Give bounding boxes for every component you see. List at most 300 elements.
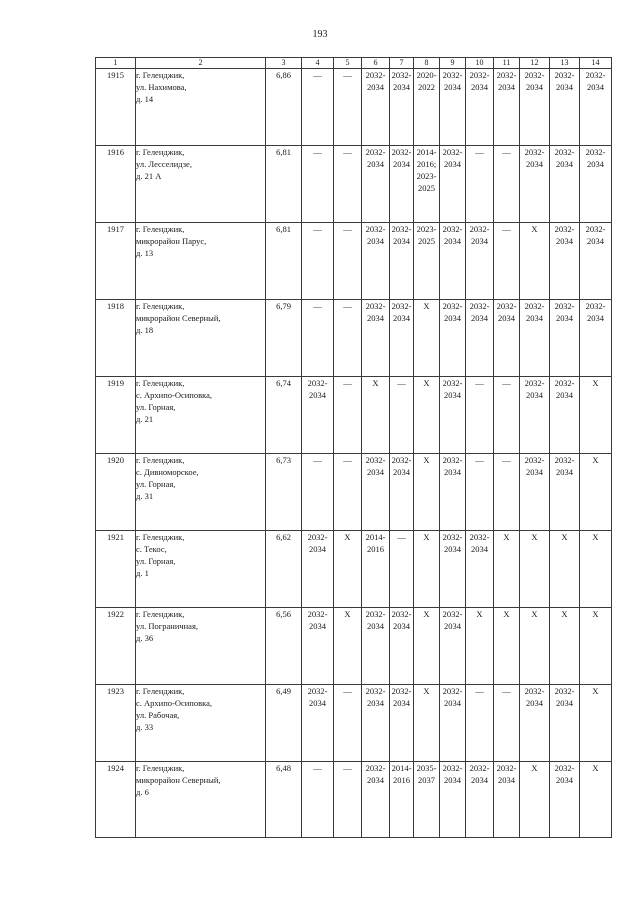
- period-cell: [550, 69, 580, 146]
- address-line: с. Дивноморское,: [136, 467, 199, 477]
- period-line: 2034: [444, 236, 461, 246]
- period-cell: [302, 69, 334, 146]
- period-line: X: [592, 763, 599, 773]
- period-cell: [414, 69, 440, 146]
- period-cell: [494, 69, 520, 146]
- column-header: 7: [390, 58, 414, 69]
- period-line: 2032-: [365, 301, 386, 311]
- address-cell: [136, 223, 266, 300]
- address-line: ул. Горная,: [136, 556, 176, 566]
- period-line: X: [531, 609, 538, 619]
- period-cell: [302, 146, 334, 223]
- period-cell: [334, 69, 362, 146]
- period-cell: [362, 531, 390, 608]
- period-cell: [580, 146, 612, 223]
- period-cell: [580, 377, 612, 454]
- period-line: 2032-: [554, 70, 575, 80]
- period-cell: [362, 377, 390, 454]
- period-cell: [580, 608, 612, 685]
- period-line: 2032-: [391, 455, 412, 465]
- period-cell: [550, 531, 580, 608]
- area-value: 6,81: [266, 146, 302, 223]
- period-cell: [362, 146, 390, 223]
- period-line: 2032-: [442, 70, 463, 80]
- period-cell: [494, 531, 520, 608]
- period-line: 2034: [587, 236, 604, 246]
- period-line: X: [561, 609, 568, 619]
- address-line: ул. Пограничная,: [136, 621, 198, 631]
- period-cell: [520, 300, 550, 377]
- period-line: 2034: [393, 698, 410, 708]
- period-cell: [520, 531, 550, 608]
- period-line: 2032-: [442, 224, 463, 234]
- period-line: 2032-: [391, 147, 412, 157]
- period-line: X: [503, 609, 510, 619]
- period-line: —: [343, 301, 352, 311]
- period-cell: [466, 531, 494, 608]
- period-line: 2034: [393, 467, 410, 477]
- period-line: 2032-: [469, 532, 490, 542]
- period-cell: [580, 454, 612, 531]
- address-line: д. 33: [136, 722, 154, 732]
- period-line: 2023-: [416, 224, 437, 234]
- period-cell: [580, 223, 612, 300]
- period-line: 2034: [367, 621, 384, 631]
- address-line: микрорайон Северный,: [136, 313, 221, 323]
- period-line: —: [502, 378, 511, 388]
- period-line: 2034: [471, 82, 488, 92]
- period-cell: [362, 454, 390, 531]
- period-cell: [390, 685, 414, 762]
- address-line: д. 18: [136, 325, 154, 335]
- period-line: 2034: [393, 236, 410, 246]
- period-line: X: [423, 532, 430, 542]
- period-line: 2014-: [365, 532, 386, 542]
- period-line: 2034: [587, 313, 604, 323]
- period-cell: [302, 685, 334, 762]
- period-cell: [550, 608, 580, 685]
- page-number: 193: [312, 29, 328, 40]
- period-cell: [334, 146, 362, 223]
- period-cell: [302, 608, 334, 685]
- period-line: 2032-: [524, 70, 545, 80]
- period-line: 2034: [367, 236, 384, 246]
- address-line: ул. Рабочая,: [136, 710, 180, 720]
- period-line: 2034: [367, 159, 384, 169]
- period-line: —: [313, 763, 322, 773]
- area-value: 6,74: [266, 377, 302, 454]
- area-value: 6,86: [266, 69, 302, 146]
- header-row: [96, 58, 612, 69]
- period-line: 2025: [418, 183, 435, 193]
- period-line: 2016;: [416, 159, 437, 169]
- period-cell: [334, 377, 362, 454]
- address-cell: [136, 300, 266, 377]
- period-line: X: [592, 686, 599, 696]
- period-line: 2032-: [391, 609, 412, 619]
- period-line: 2032-: [524, 301, 545, 311]
- address-cell: [136, 685, 266, 762]
- period-line: 2032-: [554, 301, 575, 311]
- row-number: 1924: [96, 762, 136, 838]
- period-line: 2034: [309, 390, 326, 400]
- period-line: 2034: [526, 313, 543, 323]
- period-cell: [302, 454, 334, 531]
- period-cell: [334, 608, 362, 685]
- period-line: 2032-: [442, 609, 463, 619]
- period-line: 2035-: [416, 763, 437, 773]
- period-line: 2032-: [554, 224, 575, 234]
- period-line: X: [423, 686, 430, 696]
- address-line: г. Геленджик,: [136, 301, 185, 311]
- column-header: 9: [440, 58, 466, 69]
- column-header: 3: [266, 58, 302, 69]
- period-line: —: [502, 147, 511, 157]
- period-cell: [494, 685, 520, 762]
- area-value: 6,81: [266, 223, 302, 300]
- period-line: 2032-: [442, 763, 463, 773]
- period-line: —: [397, 532, 406, 542]
- period-line: 2032-: [365, 763, 386, 773]
- period-cell: [466, 454, 494, 531]
- period-cell: [440, 300, 466, 377]
- period-line: 2032-: [496, 70, 517, 80]
- period-line: X: [592, 378, 599, 388]
- column-header: 1: [96, 58, 136, 69]
- period-line: X: [423, 301, 430, 311]
- address-line: с. Текос,: [136, 544, 167, 554]
- period-line: —: [343, 763, 352, 773]
- address-line: с. Архипо-Осиповка,: [136, 698, 213, 708]
- address-line: г. Геленджик,: [136, 147, 185, 157]
- address-line: ул. Горная,: [136, 479, 176, 489]
- period-cell: [466, 223, 494, 300]
- period-cell: [466, 685, 494, 762]
- period-line: 2032-: [391, 686, 412, 696]
- period-cell: [520, 146, 550, 223]
- period-cell: [414, 300, 440, 377]
- period-line: 2034: [309, 544, 326, 554]
- address-cell: [136, 762, 266, 838]
- address-cell: [136, 377, 266, 454]
- period-line: 2034: [444, 621, 461, 631]
- column-header: 12: [520, 58, 550, 69]
- address-line: д. 1: [136, 568, 149, 578]
- period-cell: [494, 762, 520, 838]
- period-line: —: [343, 455, 352, 465]
- table-row: [96, 685, 612, 762]
- period-line: 2034: [367, 82, 384, 92]
- period-cell: [580, 69, 612, 146]
- period-cell: [494, 377, 520, 454]
- address-line: г. Геленджик,: [136, 686, 185, 696]
- period-line: 2025: [418, 236, 435, 246]
- period-cell: [494, 300, 520, 377]
- period-cell: [334, 300, 362, 377]
- period-line: 2032-: [442, 301, 463, 311]
- period-line: —: [313, 301, 322, 311]
- period-line: 2034: [498, 775, 515, 785]
- period-cell: [414, 531, 440, 608]
- period-cell: [520, 608, 550, 685]
- period-cell: [414, 454, 440, 531]
- period-line: 2032-: [554, 147, 575, 157]
- table-row: [96, 454, 612, 531]
- period-line: 2032-: [442, 532, 463, 542]
- period-line: 2034: [444, 313, 461, 323]
- period-cell: [362, 223, 390, 300]
- period-line: 2034: [471, 775, 488, 785]
- period-line: 2034: [367, 698, 384, 708]
- address-line: д. 13: [136, 248, 154, 258]
- period-line: 2032-: [307, 532, 328, 542]
- period-line: X: [592, 532, 599, 542]
- period-cell: [550, 377, 580, 454]
- period-line: X: [503, 532, 510, 542]
- address-cell: [136, 69, 266, 146]
- column-header: 2: [136, 58, 266, 69]
- period-line: 2034: [393, 82, 410, 92]
- address-line: г. Геленджик,: [136, 763, 185, 773]
- period-line: 2032-: [524, 686, 545, 696]
- period-line: 2014-: [416, 147, 437, 157]
- period-cell: [390, 608, 414, 685]
- period-line: 2032-: [365, 686, 386, 696]
- period-cell: [302, 762, 334, 838]
- column-header: 13: [550, 58, 580, 69]
- address-line: ул. Горная,: [136, 402, 176, 412]
- area-value: 6,48: [266, 762, 302, 838]
- period-cell: [550, 146, 580, 223]
- period-cell: [414, 685, 440, 762]
- period-line: 2032-: [365, 70, 386, 80]
- address-cell: [136, 608, 266, 685]
- period-line: 2034: [587, 82, 604, 92]
- period-line: 2032-: [524, 455, 545, 465]
- period-line: X: [423, 455, 430, 465]
- period-cell: [494, 454, 520, 531]
- period-cell: [362, 685, 390, 762]
- address-line: д. 36: [136, 633, 154, 643]
- row-number: 1922: [96, 608, 136, 685]
- period-line: —: [502, 686, 511, 696]
- period-line: 2034: [444, 544, 461, 554]
- period-cell: [494, 223, 520, 300]
- period-line: 2034: [556, 775, 573, 785]
- period-cell: [302, 223, 334, 300]
- table-body: [96, 69, 612, 838]
- period-line: 2032-: [391, 301, 412, 311]
- period-line: 2034: [526, 159, 543, 169]
- period-line: —: [397, 378, 406, 388]
- period-line: 2034: [444, 390, 461, 400]
- period-cell: [440, 377, 466, 454]
- period-cell: [440, 685, 466, 762]
- period-line: 2032-: [365, 147, 386, 157]
- period-line: 2034: [367, 775, 384, 785]
- period-cell: [520, 762, 550, 838]
- period-cell: [494, 608, 520, 685]
- period-cell: [520, 685, 550, 762]
- period-cell: [414, 223, 440, 300]
- period-line: 2032-: [585, 301, 606, 311]
- period-line: 2032-: [496, 301, 517, 311]
- period-line: 2034: [556, 390, 573, 400]
- period-line: 2032-: [554, 455, 575, 465]
- registry-table: [95, 57, 612, 838]
- address-line: г. Геленджик,: [136, 609, 185, 619]
- period-cell: [466, 69, 494, 146]
- period-line: —: [475, 455, 484, 465]
- period-cell: [390, 146, 414, 223]
- period-line: 2032-: [469, 224, 490, 234]
- period-line: —: [343, 224, 352, 234]
- period-line: 2034: [556, 313, 573, 323]
- address-line: г. Геленджик,: [136, 378, 185, 388]
- period-line: X: [592, 455, 599, 465]
- period-line: X: [531, 763, 538, 773]
- row-number: 1923: [96, 685, 136, 762]
- period-line: 2032-: [442, 686, 463, 696]
- row-number: 1921: [96, 531, 136, 608]
- period-cell: [414, 608, 440, 685]
- period-cell: [550, 223, 580, 300]
- period-line: 2032-: [442, 455, 463, 465]
- period-line: 2034: [309, 621, 326, 631]
- period-cell: [520, 69, 550, 146]
- period-cell: [440, 223, 466, 300]
- period-cell: [390, 69, 414, 146]
- period-line: 2032-: [365, 224, 386, 234]
- period-cell: [414, 377, 440, 454]
- row-number: 1915: [96, 69, 136, 146]
- period-cell: [466, 146, 494, 223]
- period-line: 2032-: [585, 147, 606, 157]
- period-cell: [334, 531, 362, 608]
- period-cell: [520, 223, 550, 300]
- period-line: X: [592, 609, 599, 619]
- table-row: [96, 223, 612, 300]
- table-row: [96, 146, 612, 223]
- period-line: —: [343, 147, 352, 157]
- period-line: 2034: [444, 159, 461, 169]
- period-line: 2016: [393, 775, 410, 785]
- table-row: [96, 300, 612, 377]
- period-line: X: [531, 532, 538, 542]
- period-line: 2034: [309, 698, 326, 708]
- row-number: 1917: [96, 223, 136, 300]
- period-cell: [302, 531, 334, 608]
- period-cell: [466, 300, 494, 377]
- period-cell: [334, 454, 362, 531]
- period-line: —: [502, 224, 511, 234]
- period-line: 2034: [444, 775, 461, 785]
- period-line: 2034: [587, 159, 604, 169]
- column-header: 8: [414, 58, 440, 69]
- table-row: [96, 377, 612, 454]
- period-line: 2032-: [365, 455, 386, 465]
- address-line: д. 31: [136, 491, 154, 501]
- period-cell: [334, 223, 362, 300]
- period-cell: [550, 685, 580, 762]
- period-line: 2034: [444, 82, 461, 92]
- period-line: X: [476, 609, 483, 619]
- period-line: X: [423, 378, 430, 388]
- address-line: микрорайон Северный,: [136, 775, 221, 785]
- period-line: 2034: [526, 467, 543, 477]
- address-line: с. Архипо-Осиповка,: [136, 390, 213, 400]
- period-line: 2034: [498, 313, 515, 323]
- period-line: 2032-: [585, 224, 606, 234]
- period-line: 2034: [526, 82, 543, 92]
- column-header: 11: [494, 58, 520, 69]
- address-line: ул. Лесселидзе,: [136, 159, 192, 169]
- address-line: д. 21 А: [136, 171, 162, 181]
- period-line: 2032-: [585, 70, 606, 80]
- area-value: 6,56: [266, 608, 302, 685]
- period-cell: [440, 762, 466, 838]
- row-number: 1920: [96, 454, 136, 531]
- period-cell: [494, 146, 520, 223]
- period-line: 2034: [444, 698, 461, 708]
- address-line: микрорайон Парус,: [136, 236, 207, 246]
- period-cell: [440, 69, 466, 146]
- period-cell: [362, 69, 390, 146]
- period-line: —: [313, 70, 322, 80]
- period-cell: [390, 531, 414, 608]
- period-line: X: [344, 609, 351, 619]
- period-line: 2032-: [307, 378, 328, 388]
- period-line: —: [475, 147, 484, 157]
- address-line: г. Геленджик,: [136, 70, 185, 80]
- period-cell: [362, 762, 390, 838]
- period-line: 2034: [393, 159, 410, 169]
- period-line: 2034: [367, 313, 384, 323]
- table-row: [96, 531, 612, 608]
- period-line: 2034: [367, 467, 384, 477]
- period-cell: [520, 454, 550, 531]
- period-line: 2034: [556, 467, 573, 477]
- period-cell: [334, 762, 362, 838]
- period-line: X: [344, 532, 351, 542]
- period-line: 2032-: [496, 763, 517, 773]
- period-line: 2032-: [524, 378, 545, 388]
- period-cell: [440, 531, 466, 608]
- period-cell: [550, 300, 580, 377]
- period-line: —: [343, 686, 352, 696]
- period-cell: [466, 377, 494, 454]
- address-line: г. Геленджик,: [136, 532, 185, 542]
- period-line: 2034: [556, 236, 573, 246]
- period-line: X: [531, 224, 538, 234]
- period-line: 2034: [498, 82, 515, 92]
- period-cell: [580, 531, 612, 608]
- period-line: 2032-: [391, 224, 412, 234]
- address-line: д. 6: [136, 787, 149, 797]
- period-line: 2032-: [524, 147, 545, 157]
- period-line: 2032-: [554, 686, 575, 696]
- period-line: 2034: [526, 390, 543, 400]
- period-line: 2034: [444, 467, 461, 477]
- period-cell: [414, 146, 440, 223]
- address-line: д. 21: [136, 414, 154, 424]
- period-line: 2032-: [469, 301, 490, 311]
- period-cell: [466, 608, 494, 685]
- address-cell: [136, 146, 266, 223]
- period-line: 2034: [393, 313, 410, 323]
- period-cell: [414, 762, 440, 838]
- period-line: 2020-: [416, 70, 437, 80]
